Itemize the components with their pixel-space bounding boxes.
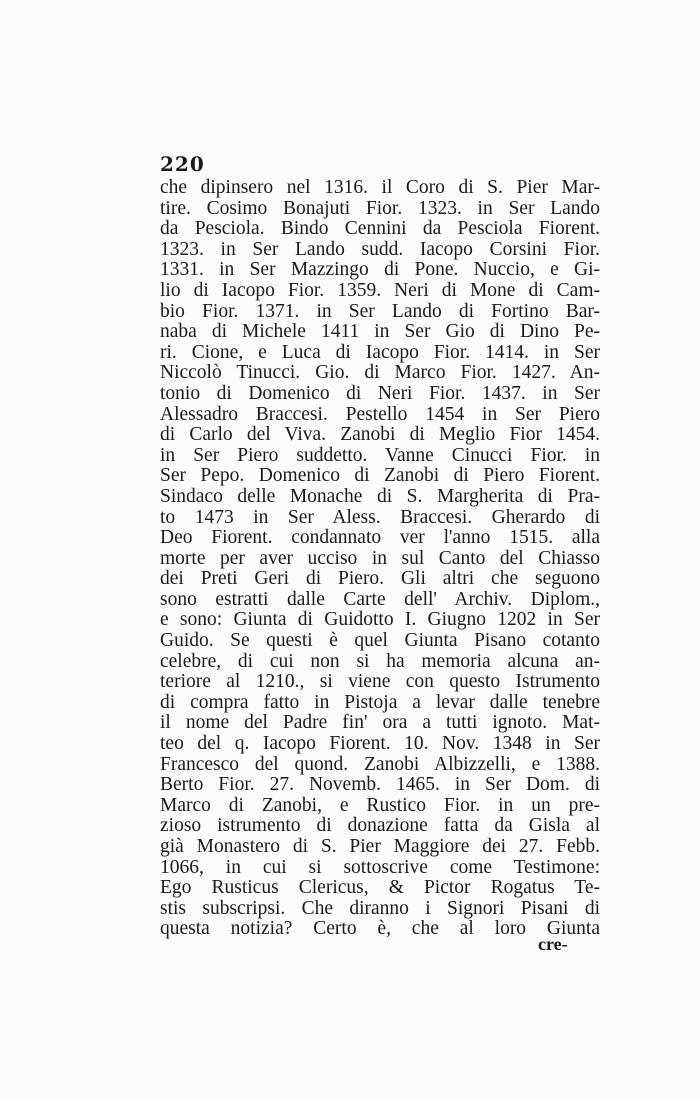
text-line: zioso istrumento di donazione fatta da Gisla al: [160, 815, 600, 837]
text-line: bio Fior. 1371. in Ser Lando di Fortino Bar-: [160, 300, 600, 322]
text-line: ri. Cione, e Luca di Iacopo Fior. 1414. in Ser: [160, 341, 600, 363]
text-line: Deo Fiorent. condannato ver l'anno 1515. alla: [160, 527, 600, 549]
text-line: Berto Fior. 27. Novemb. 1465. in Ser Dom. di: [160, 774, 600, 796]
text-line: di compra fatto in Pistoja a levar dalle tenebre: [160, 691, 600, 713]
text-line: 1331. in Ser Mazzingo di Pone. Nuccio, e Gi-: [160, 259, 600, 281]
text-line: da Pesciola. Bindo Cennini da Pesciola Fiorent.: [160, 218, 600, 240]
catchword: cre-: [538, 934, 568, 954]
text-line: dei Preti Geri di Piero. Gli altri che seguono: [160, 568, 600, 590]
text-line: to 1473 in Ser Aless. Braccesi. Gherardo di: [160, 506, 600, 528]
text-line: Guido. Se questi è quel Giunta Pisano cotanto: [160, 630, 600, 652]
text-line: Ser Pepo. Domenico di Zanobi di Piero Fiorent.: [160, 465, 600, 487]
text-line: Francesco del quond. Zanobi Albizzelli, e 1388.: [160, 753, 600, 775]
text-line: tonio di Domenico di Neri Fior. 1437. in Ser: [160, 382, 600, 404]
text-line: in Ser Piero suddetto. Vanne Cinucci Fior. in: [160, 444, 600, 466]
body-text: [160, 178, 600, 940]
text-line: che dipinsero nel 1316. il Coro di S. Pier Mar-: [160, 177, 600, 198]
page-number: 220: [160, 152, 205, 176]
text-line: morte per aver ucciso in sul Canto del Chiasso: [160, 547, 600, 569]
text-line: naba di Michele 1411 in Ser Gio di Dino Pe-: [160, 321, 600, 343]
text-line: teo del q. Iacopo Fiorent. 10. Nov. 1348 in Ser: [160, 733, 600, 755]
text-line: stis subscripsi. Che diranno i Signori Pisani di: [160, 897, 600, 919]
text-line: il nome del Padre fin' ora a tutti ignoto. Mat-: [160, 712, 600, 734]
text-line: Alessadro Braccesi. Pestello 1454 in Ser Piero: [160, 403, 600, 425]
text-line: teriore al 1210., si viene con questo Istrumento: [160, 671, 600, 693]
text-line: e sono: Giunta di Guidotto I. Giugno 1202 in Ser: [160, 609, 600, 631]
text-line: già Monastero di S. Pier Maggiore dei 27. Febb.: [160, 836, 600, 857]
text-line: 1323. in Ser Lando sudd. Iacopo Corsini Fior.: [160, 238, 600, 260]
text-line: 1066, in cui si sottoscrive come Testimone:: [160, 856, 600, 878]
text-line: tire. Cosimo Bonajuti Fior. 1323. in Ser Lando: [160, 197, 600, 219]
text-line: lio di Iacopo Fior. 1359. Neri di Mone di Cam-: [160, 279, 600, 301]
text-line: celebre, di cui non si ha memoria alcuna an-: [160, 650, 600, 672]
text-line: Sindaco delle Monache di S. Margherita di Pra-: [160, 485, 600, 507]
text-line: Ego Rusticus Clericus, & Pictor Rogatus Te-: [160, 877, 600, 899]
text-line: Marco di Zanobi, e Rustico Fior. in un pre-: [160, 794, 600, 816]
text-line: sono estratti dalle Carte dell' Archiv. Diplom.,: [160, 588, 600, 610]
text-line: di Carlo del Viva. Zanobi di Meglio Fior 1454.: [160, 424, 600, 446]
text-line: questa notizia? Certo è, che al loro Giunta: [160, 918, 600, 940]
text-line: Niccolò Tinucci. Gio. di Marco Fior. 1427. An-: [160, 362, 600, 384]
